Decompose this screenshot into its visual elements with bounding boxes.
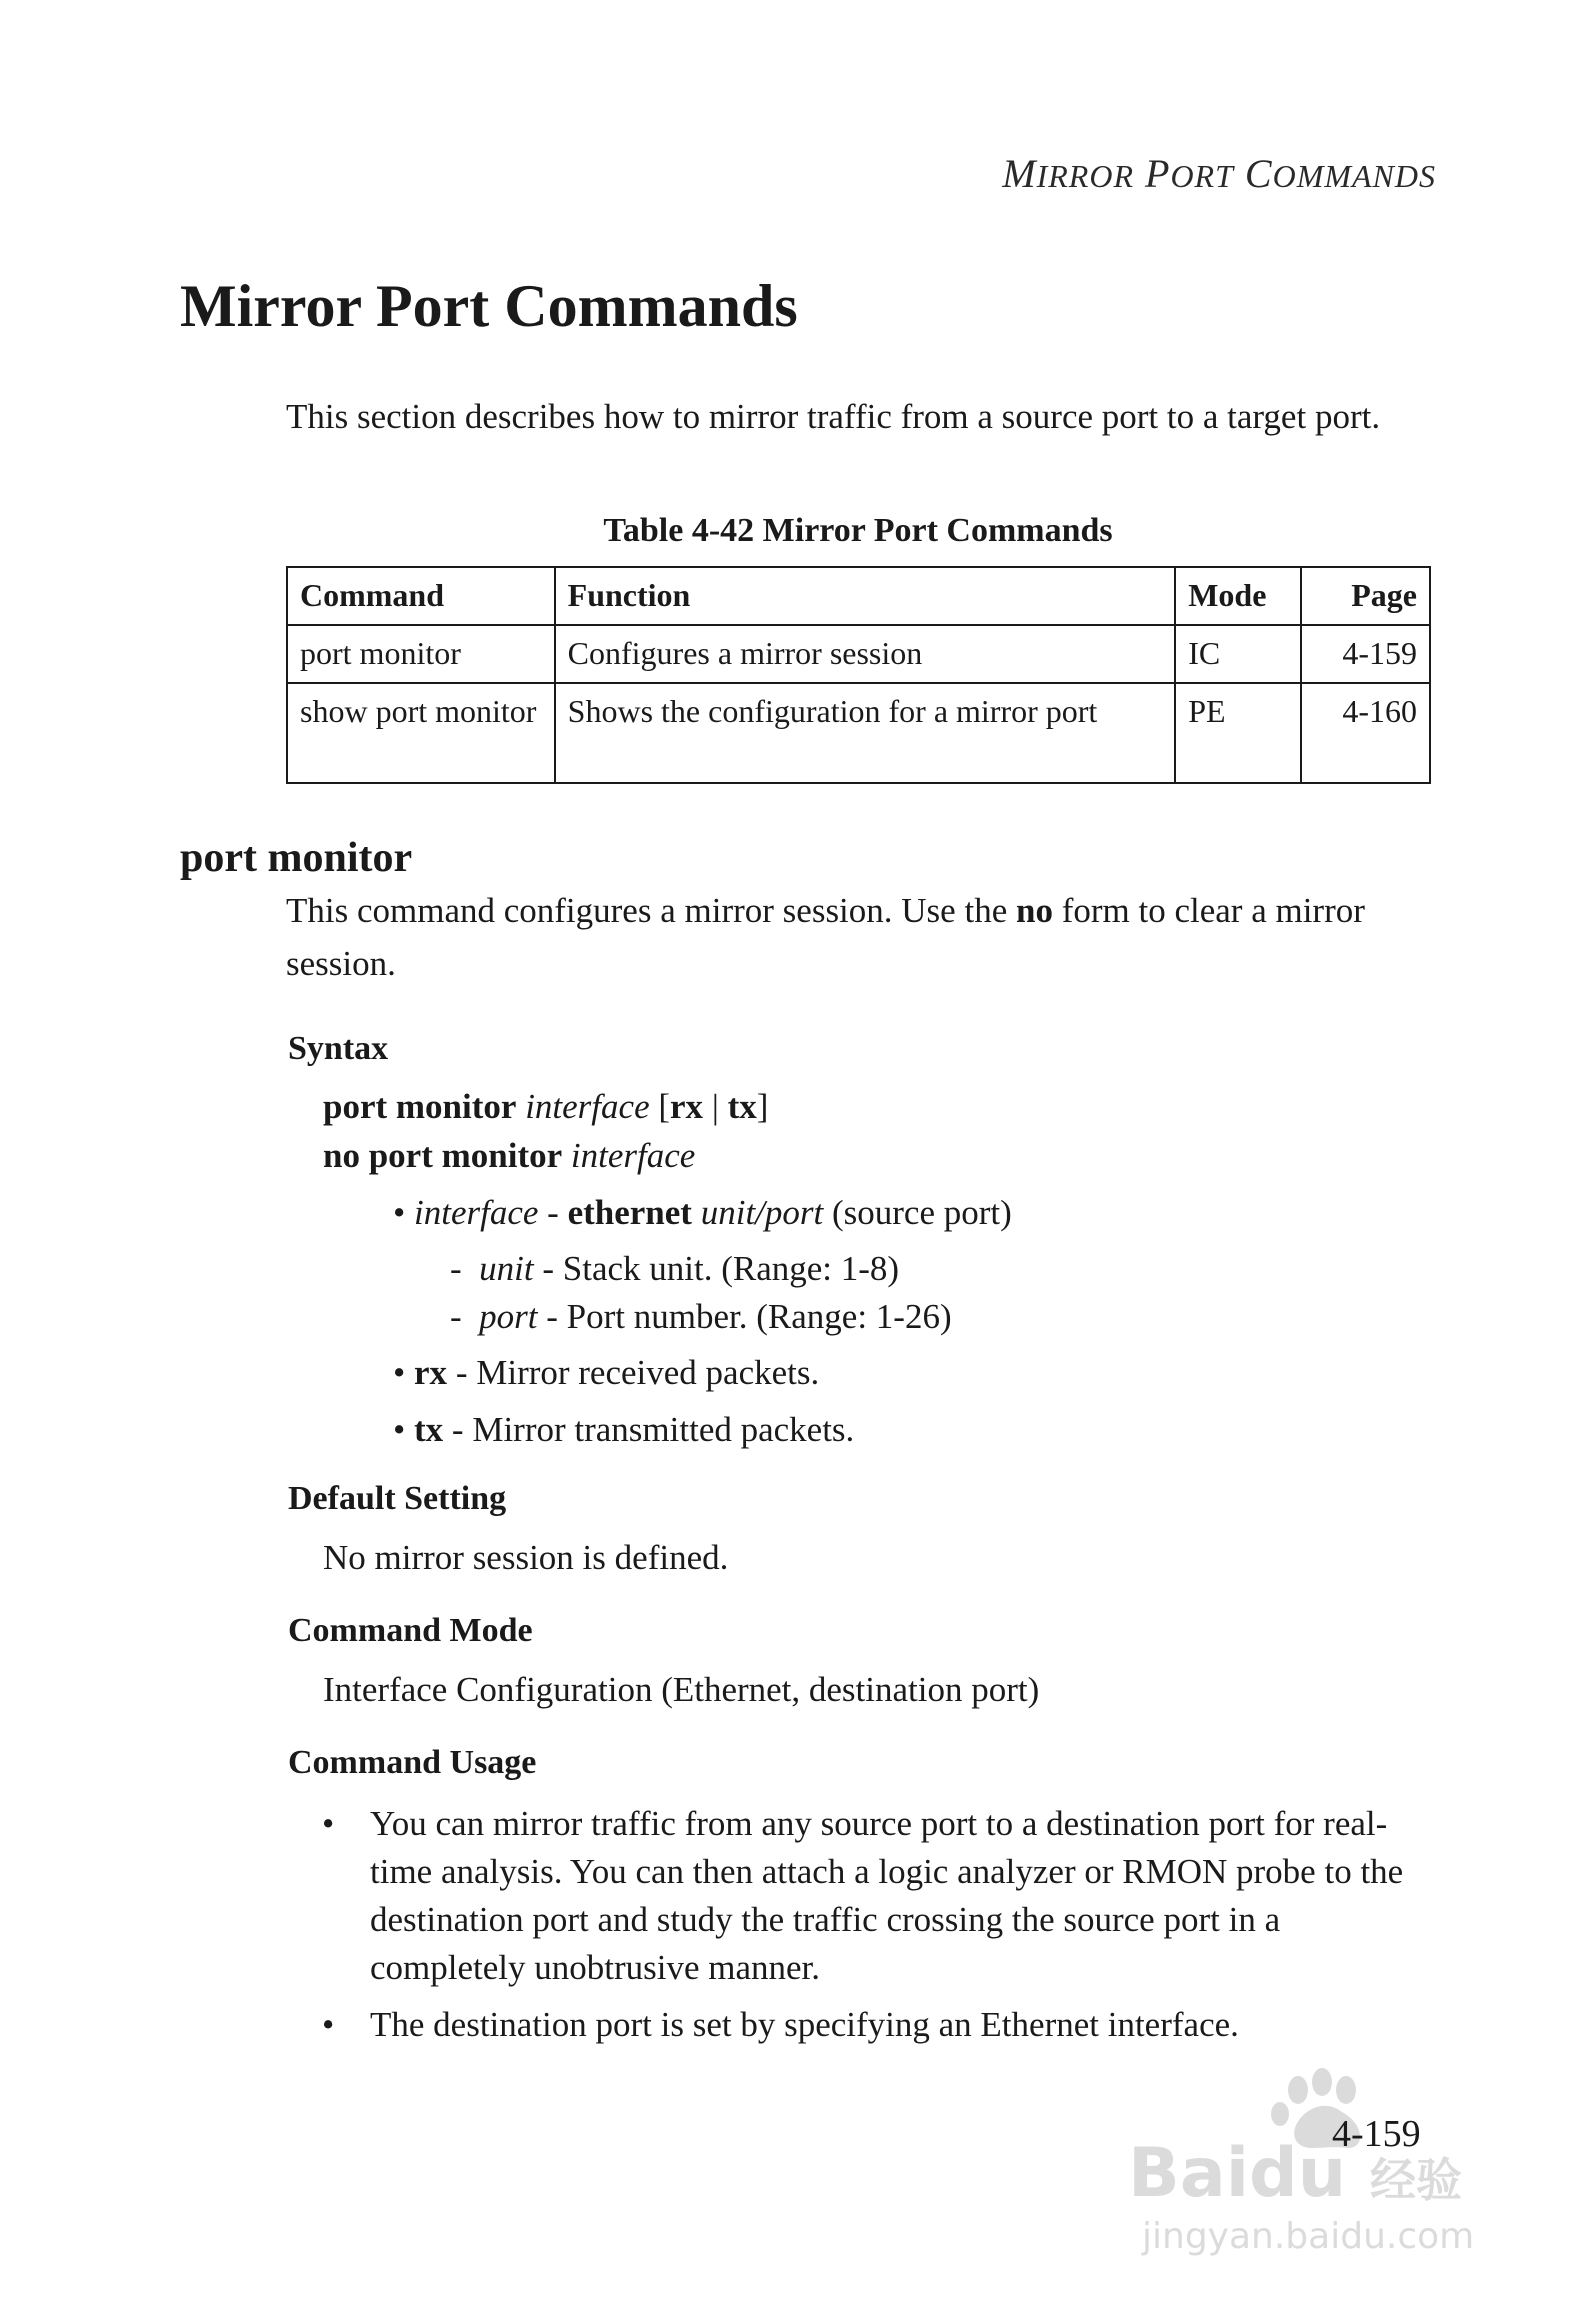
- svg-text:经验: 经验: [1370, 2153, 1462, 2207]
- running-head: MIRROR PORT COMMANDS: [1002, 151, 1436, 196]
- list-item: • The destination port is set by specifying an Ethernet interface.: [322, 2005, 1239, 2044]
- syntax-line-no-port-monitor: no port monitor interface: [323, 1136, 696, 1175]
- cell-function: Shows the configuration for a mirror port: [555, 683, 1176, 783]
- mirror-port-commands-table: [286, 566, 1431, 784]
- table-row: [287, 625, 1430, 683]
- param-port: - port - Port number. (Range: 1-26): [450, 1297, 952, 1336]
- page-number: 4-159: [1332, 2113, 1421, 2155]
- command-usage-list: [322, 1800, 1442, 2058]
- svg-text:Baidu: Baidu: [1128, 2134, 1347, 2213]
- default-setting-heading: Default Setting: [288, 1480, 507, 1517]
- column-header-page: Page: [1301, 567, 1430, 625]
- command-description: This command configures a mirror session. Use the no form to clear a mirror session.: [286, 891, 1365, 983]
- page-title: Mirror Port Commands: [180, 273, 798, 339]
- command-usage-heading: Command Usage: [288, 1744, 537, 1781]
- column-header-function: Function: [555, 567, 1176, 625]
- svg-text:jingyan.baidu.com: jingyan.baidu.com: [1142, 2216, 1475, 2257]
- default-setting-text: No mirror session is defined.: [323, 1538, 729, 1577]
- cell-function: Configures a mirror session: [555, 625, 1176, 683]
- cell-command: show port monitor: [287, 683, 555, 783]
- cell-mode: IC: [1175, 625, 1301, 683]
- baidu-watermark: [1120, 2062, 1480, 2262]
- list-item: • You can mirror traffic from any source port to a destination port for real-time analysis. You can then attach a logic analyzer or RMON probe to the destination port and study the traffic crossing the source port in a completely unobtrusive manner.: [322, 1804, 1404, 1987]
- column-header-command: Command: [287, 567, 555, 625]
- param-unit: - unit - Stack unit. (Range: 1-8): [450, 1249, 900, 1288]
- param-rx: • rx - Mirror received packets.: [393, 1353, 820, 1392]
- table-caption: Table 4-42 Mirror Port Commands: [603, 512, 1113, 549]
- intro-paragraph: This section describes how to mirror traffic from a source port to a target port.: [286, 397, 1381, 436]
- cell-page: 4-160: [1301, 683, 1430, 783]
- syntax-line-port-monitor: port monitor interface [rx | tx]: [323, 1087, 769, 1126]
- cell-page: 4-159: [1301, 625, 1430, 683]
- table-row: [287, 683, 1430, 783]
- param-tx: • tx - Mirror transmitted packets.: [393, 1410, 855, 1449]
- syntax-heading: Syntax: [288, 1030, 389, 1067]
- column-header-mode: Mode: [1175, 567, 1301, 625]
- table-header-row: [287, 567, 1430, 625]
- section-heading: port monitor: [180, 835, 413, 881]
- cell-command: port monitor: [287, 625, 555, 683]
- command-mode-text: Interface Configuration (Ethernet, destination port): [323, 1670, 1040, 1709]
- param-interface: • interface - ethernet unit/port (source port): [393, 1193, 1012, 1232]
- cell-mode: PE: [1175, 683, 1301, 783]
- baidu-paw-icon: [1120, 2062, 1480, 2262]
- command-mode-heading: Command Mode: [288, 1612, 533, 1649]
